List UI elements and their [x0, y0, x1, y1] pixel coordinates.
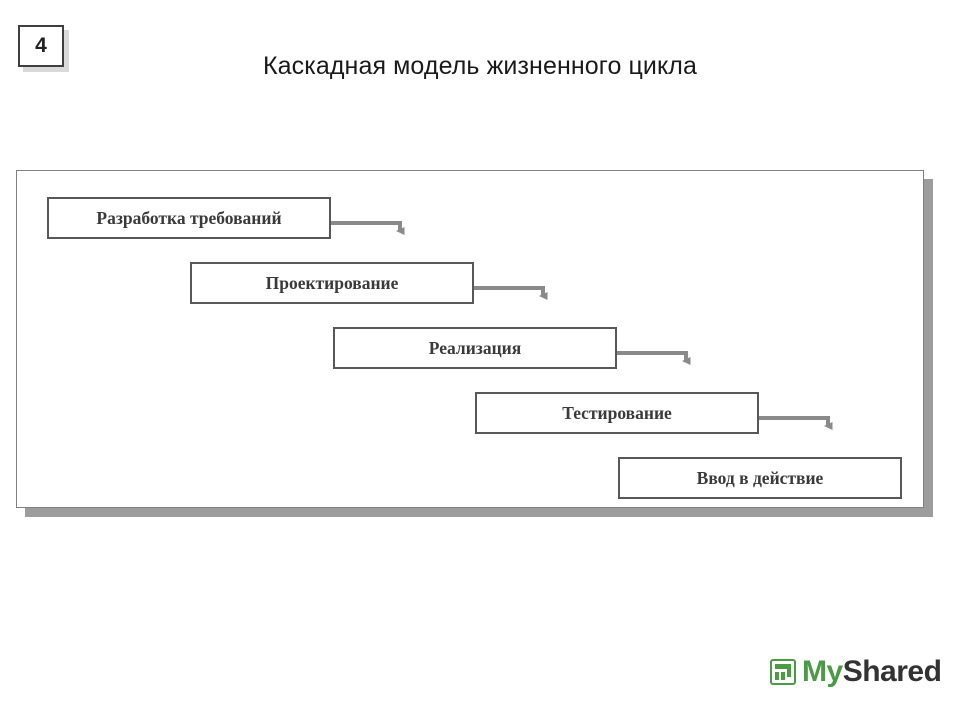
stage-box-design[interactable]	[190, 262, 474, 304]
watermark-text-my: My	[802, 655, 843, 688]
myshared-watermark-text	[802, 655, 941, 689]
watermark-text-shared: Shared	[842, 655, 942, 688]
arrow-testing-to-deployment	[759, 418, 828, 426]
stage-box-deployment[interactable]	[618, 457, 902, 499]
arrow-design-to-implementation	[474, 288, 543, 296]
stage-label: Тестирование	[562, 402, 672, 423]
stage-label: Реализация	[428, 337, 522, 358]
stage-box-testing[interactable]	[475, 392, 759, 434]
diagram-frame	[16, 170, 924, 508]
stage-label: Разработка требований	[96, 207, 282, 228]
arrow-requirements-to-design	[331, 223, 400, 231]
stage-label: Проектирование	[265, 272, 399, 293]
stage-box-requirements[interactable]	[47, 197, 331, 239]
myshared-watermark	[770, 655, 941, 689]
stage-box-implementation[interactable]	[333, 327, 617, 369]
page-title: Каскадная модель жизненного цикла	[263, 52, 697, 80]
stage-label: Ввод в действие	[696, 467, 824, 488]
arrow-implementation-to-testing	[617, 353, 686, 361]
myshared-logo-icon	[770, 659, 796, 685]
slide-number-text: 4	[35, 34, 47, 57]
